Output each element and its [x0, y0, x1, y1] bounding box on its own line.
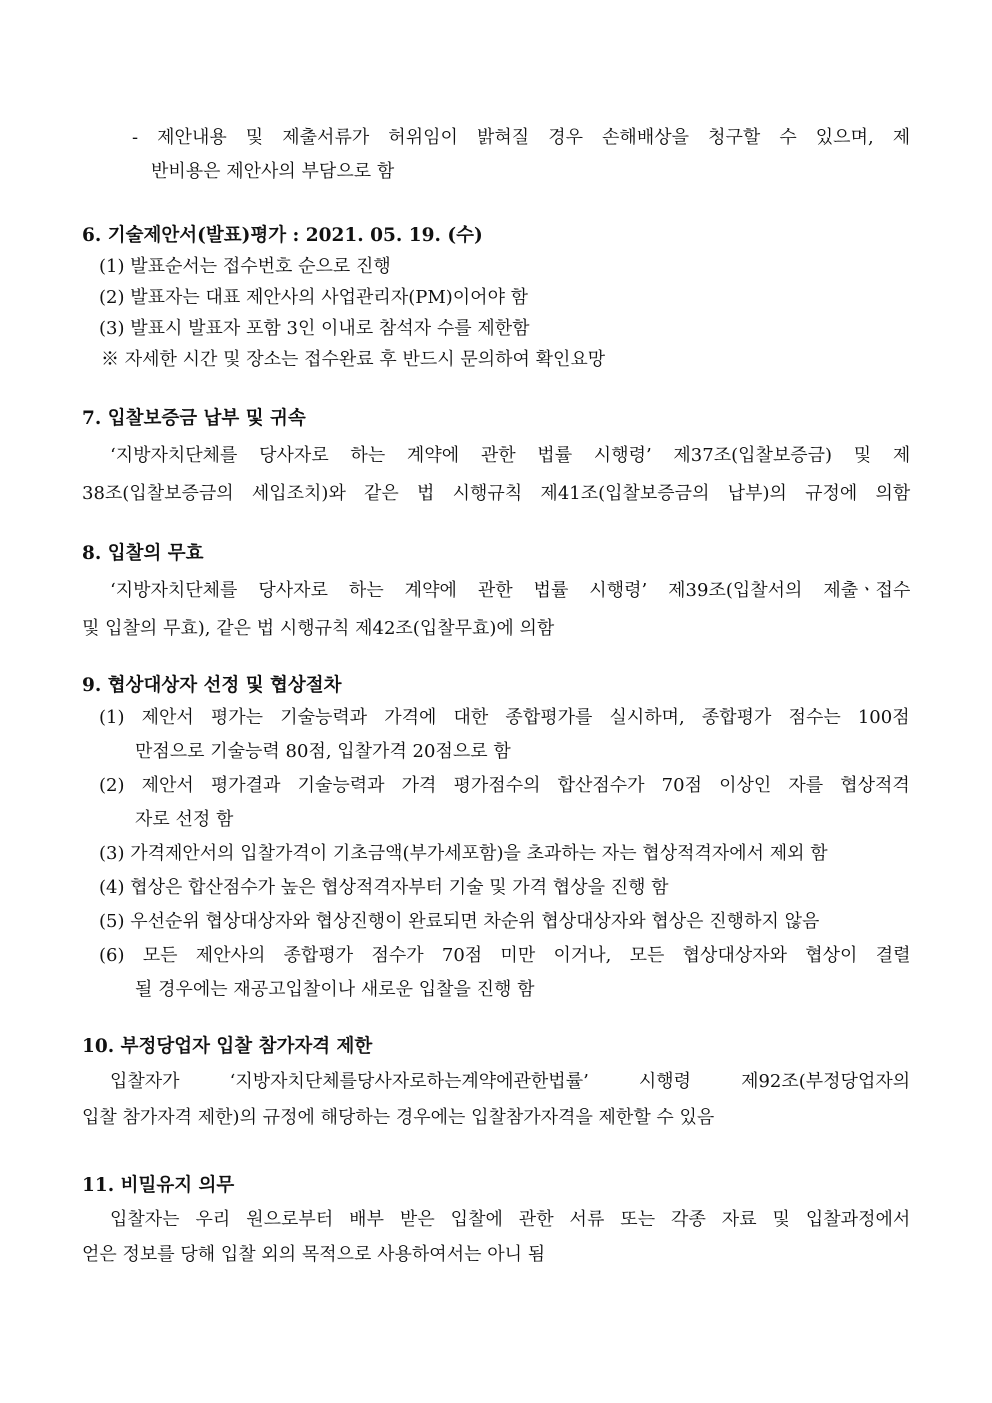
- section-7-line-2: 38조(입찰보증금의 세입조치)와 같은 법 시행규칙 제41조(입찰보증금의 납부)의 규정에 의함: [82, 483, 911, 504]
- section-6-heading: 6. 기술제안서(발표)평가 : 2021. 05. 19. (수): [82, 225, 483, 246]
- section-9-item-2-cont: 자로 선정 함: [135, 809, 234, 830]
- section-11-line-1: 입찰자는 우리 원으로부터 배부 받은 입찰에 관한 서류 또는 각종 자료 및 입찰과정에서: [110, 1209, 911, 1230]
- intro-line-1: - 제안내용 및 제출서류가 허위임이 밝혀질 경우 손해배상을 청구할 수 있으며, 제: [132, 127, 911, 148]
- section-6-note: ※ 자세한 시간 및 장소는 접수완료 후 반드시 문의하여 확인요망: [101, 349, 606, 370]
- section-9-item-6-cont: 될 경우에는 재공고입찰이나 새로운 입찰을 진행 함: [135, 979, 535, 1000]
- section-9-item-3: (3) 가격제안서의 입찰가격이 기초금액(부가세포함)을 초과하는 자는 협상적격자에서 제외 함: [99, 843, 828, 864]
- section-6-item-1: (1) 발표순서는 접수번호 순으로 진행: [99, 256, 391, 277]
- section-10-line-1: 입찰자가 ‘지방자치단체를당사자로하는계약에관한법률’ 시행령 제92조(부정당업자의: [110, 1071, 911, 1092]
- section-9-item-1: (1) 제안서 평가는 기술능력과 가격에 대한 종합평가를 실시하며, 종합평가 점수는 100점: [99, 707, 910, 728]
- section-9-item-5: (5) 우선순위 협상대상자와 협상진행이 완료되면 차순위 협상대상자와 협상은 진행하지 않음: [99, 911, 820, 932]
- section-7-heading: 7. 입찰보증금 납부 및 귀속: [82, 408, 306, 429]
- section-8-heading: 8. 입찰의 무효: [82, 543, 204, 564]
- section-9-item-4: (4) 협상은 합산점수가 높은 협상적격자부터 기술 및 가격 협상을 진행 함: [99, 877, 669, 898]
- section-9-item-1-cont: 만점으로 기술능력 80점, 입찰가격 20점으로 함: [135, 741, 511, 762]
- section-9-heading: 9. 협상대상자 선정 및 협상절차: [82, 675, 342, 696]
- intro-line-2: 반비용은 제안사의 부담으로 함: [151, 161, 395, 182]
- section-11-line-2: 얻은 정보를 당해 입찰 외의 목적으로 사용하여서는 아니 됨: [82, 1244, 546, 1265]
- section-8-line-2: 및 입찰의 무효), 같은 법 시행규칙 제42조(입찰무효)에 의함: [82, 618, 555, 639]
- section-9-item-6: (6) 모든 제안사의 종합평가 점수가 70점 미만 이거나, 모든 협상대상자와 협상이 결렬: [99, 945, 911, 966]
- section-10-line-2: 입찰 참가자격 제한)의 규정에 해당하는 경우에는 입찰참가자격을 제한할 수 있음: [82, 1107, 715, 1128]
- section-10-heading: 10. 부정당업자 입찰 참가자격 제한: [82, 1036, 373, 1057]
- section-11-heading: 11. 비밀유지 의무: [82, 1175, 235, 1196]
- section-8-line-1: ‘지방자치단체를 당사자로 하는 계약에 관한 법률 시행령’ 제39조(입찰서의 제출ㆍ접수: [110, 580, 911, 601]
- section-9-item-2: (2) 제안서 평가결과 기술능력과 가격 평가점수의 합산점수가 70점 이상인 자를 협상적격: [99, 775, 910, 796]
- section-6-item-2: (2) 발표자는 대표 제안사의 사업관리자(PM)이어야 함: [99, 287, 529, 308]
- section-7-line-1: ‘지방자치단체를 당사자로 하는 계약에 관한 법률 시행령’ 제37조(입찰보증금) 및 제: [110, 445, 911, 466]
- section-6-item-3: (3) 발표시 발표자 포함 3인 이내로 참석자 수를 제한함: [99, 318, 530, 339]
